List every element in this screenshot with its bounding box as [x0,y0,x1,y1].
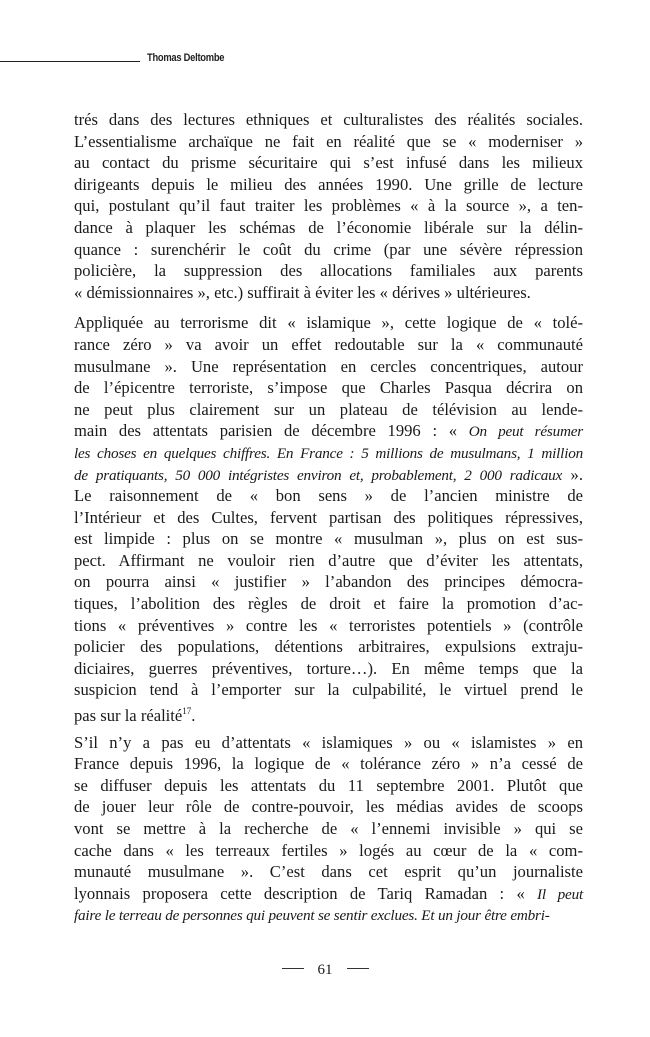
text-segment: Le raisonnement de « bon sens » de l’ancien ministre de [74,486,583,506]
text-segment: l’Intérieur et des Cultes, fervent partisan des politiques répressives, [74,507,583,527]
text-line [74,701,583,726]
text-segment: Appliquée au terrorisme dit « islamique », cette logique de « tolé- [74,313,583,333]
italic-quote: On peut résumer [468,423,583,441]
body-text [74,109,583,935]
text-segment: pas sur la réalité [74,706,183,726]
italic-quote: faire le terreau de personnes qui peuvent se sentir exclues. Et un jour être embri- [74,907,550,925]
text-line [74,840,583,862]
text-line [74,109,583,131]
text-line [74,217,583,239]
page-footer [0,962,650,979]
text-segment: « démissionnaires », etc.) suffirait à éviter les « dérives » ultérieures. [74,282,531,302]
text-line [74,334,583,356]
text-line [74,377,583,399]
italic-quote: Il peut [537,885,583,903]
running-header-author: Thomas Deltombe [147,52,225,64]
text-line [74,550,583,572]
text-segment: diciaires, guerres préventives, torture…). En même temps que la [74,658,583,678]
text-line [74,861,583,883]
text-segment: vont se mettre à la recherche de « l’ennemi invisible » qui se [74,819,583,838]
text-segment: de l’épicentre terroriste, s’impose que Charles Pasqua décrira on [74,378,583,398]
paragraph [74,109,583,303]
text-line [74,753,583,775]
text-line [74,312,583,334]
text-segment: France depuis 1996, la logique de « tolérance zéro » n’a cessé de [74,754,583,774]
text-line [74,356,583,378]
text-line [74,152,583,174]
text-line [74,571,583,593]
text-line [74,239,583,261]
paragraph [74,312,584,726]
text-line [74,131,583,153]
footer-dash-right [347,968,369,969]
text-line [74,679,583,701]
text-segment: tions « préventives » contre les « terroristes potentiels » (contrôle [74,615,583,635]
text-segment: L’essentialisme archaïque ne fait en réalité que se « moderniser » [74,131,583,151]
text-line [74,195,583,217]
text-segment: au contact du prisme sécuritaire qui s’est infusé dans les milieux [74,153,583,173]
footnote-ref: 17 [182,706,192,717]
header-rule [0,61,140,62]
text-line [74,507,583,529]
text-line [74,399,583,421]
text-segment: main des attentats parisien de décembre 1996 : « [74,421,469,441]
text-line [74,732,583,754]
text-segment: dirigeants depuis le milieu des années 1990. Une grille de lecture [74,174,583,194]
text-line [74,658,583,680]
text-line [74,485,583,507]
text-segment: policier des populations, détentions arbitraires, expulsions extraju- [74,637,583,657]
footer-dash-left [282,968,304,969]
text-line [74,775,583,797]
text-line [74,420,583,442]
text-segment: suspicion tend à l’emporter sur la culpabilité, le virtuel prend le [74,680,583,700]
paragraph [74,732,583,926]
text-segment: rance zéro » va avoir un effet redoutable sur la « communauté [74,334,583,354]
text-segment: S’il n’y a pas eu d’attentats « islamiques » ou « islamistes » en [74,732,583,752]
page-number: 61 [317,962,333,978]
text-segment: se diffuser depuis les attentats du 11 septembre 2001. Plutôt que [74,775,583,795]
text-line [74,442,583,464]
text-line [74,528,583,550]
text-line [74,904,583,926]
text-segment: musulmane ». Une représentation en cercles concentriques, autour [74,356,583,376]
text-segment: est limpide : plus on se montre « musulman », plus on est sus- [74,529,583,549]
italic-quote: les choses en quelques chiffres. En France : 5 millions de musulmans, 1 million [74,444,583,462]
text-segment: policière, la suppression des allocations familiales aux parents [74,261,583,281]
text-line [74,636,583,658]
text-segment: trés dans des lectures ethniques et culturalistes des réalités sociales. [74,110,583,129]
text-segment: on pourra ainsi « justifier » l’abandon des principes démocra- [74,572,583,592]
text-segment: cache dans « les terreaux fertiles » logés au cœur de la « com- [74,840,583,860]
text-segment: lyonnais proposera cette description de Tariq Ramadan : « [74,883,538,903]
text-segment: dance à plaquer les schémas de l’économie libérale sur la délin- [74,217,583,237]
text-line [74,260,583,282]
text-line [74,615,583,637]
text-segment: ». [562,464,584,484]
text-line [74,796,583,818]
italic-quote: de pratiquants, 50 000 intégristes environ et, probablement, 2 000 radicaux [74,466,563,484]
text-segment: . [191,706,196,726]
text-line [74,593,583,615]
text-segment: pect. Affirmant ne vouloir rien d’autre que d’éviter les attentats, [74,550,583,570]
text-segment: tiques, l’abolition des règles de droit et faire la promotion d’ac- [74,594,583,614]
text-segment: quance : surenchérir le coût du crime (par une sévère répression [74,239,583,259]
text-line [74,282,583,304]
text-line [74,174,583,196]
text-segment: munauté musulmane ». C’est dans cet esprit qu’un journaliste [74,862,583,882]
text-line [74,464,583,486]
text-segment: qui, postulant qu’il faut traiter les problèmes « à la source », a ten- [74,196,583,216]
text-segment: de jouer leur rôle de contre-pouvoir, les médias avides de scoops [74,797,583,817]
text-line [74,818,583,840]
text-segment: ne peut plus clairement sur un plateau de télévision au lende- [74,399,583,419]
text-line [74,883,583,905]
